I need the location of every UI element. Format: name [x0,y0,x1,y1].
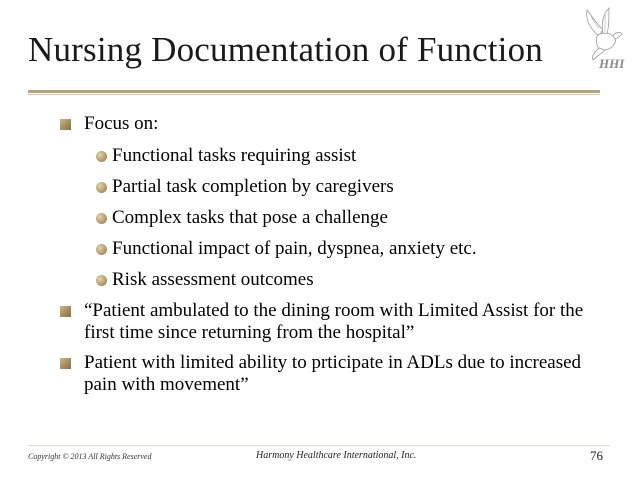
round-bullet-icon [96,182,107,193]
sub-bullet-text: Risk assessment outcomes [112,268,314,290]
round-bullet-icon [96,275,107,286]
sub-bullet-text: Complex tasks that pose a challenge [112,206,388,228]
bullet-item [60,300,600,345]
company-logo [577,6,633,76]
bullet-item [60,113,600,136]
page-number: 76 [590,448,603,463]
square-bullet-icon [60,306,71,317]
square-bullet-icon [60,358,71,369]
bullet-text: “Patient ambulated to the dining room with Limited Assist for the first time since returning from the hospital” [84,299,584,343]
sub-bullet-item [60,176,600,199]
sub-bullet-text: Functional impact of pain, dyspnea, anxiety etc. [112,237,477,259]
bullet-text: Focus on: [84,113,159,134]
logo-text: HHI [599,56,625,71]
company-name: Harmony Healthcare International, Inc. [256,450,417,461]
footer-divider [28,445,610,446]
sub-bullet-item [60,207,600,230]
bullet-item [60,352,600,397]
round-bullet-icon [96,213,107,224]
sub-bullet-item [60,145,600,168]
square-bullet-icon [60,119,71,130]
round-bullet-icon [96,151,107,162]
slide-title: Nursing Documentation of Function [28,30,544,69]
dove-logo-icon [577,6,633,76]
sub-bullet-text: Partial task completion by caregivers [112,175,394,197]
sub-bullet-item [60,238,600,261]
copyright-notice: Copyright © 2013 All Rights Reserved [28,452,152,461]
sub-bullet-item [60,269,600,292]
sub-bullet-text: Functional tasks requiring assist [112,144,357,166]
bullet-text: Patient with limited ability to prticipate in ADLs due to increased pain with movement” [84,351,582,395]
round-bullet-icon [96,244,107,255]
bullet-list [60,113,600,406]
title-divider [28,90,600,96]
